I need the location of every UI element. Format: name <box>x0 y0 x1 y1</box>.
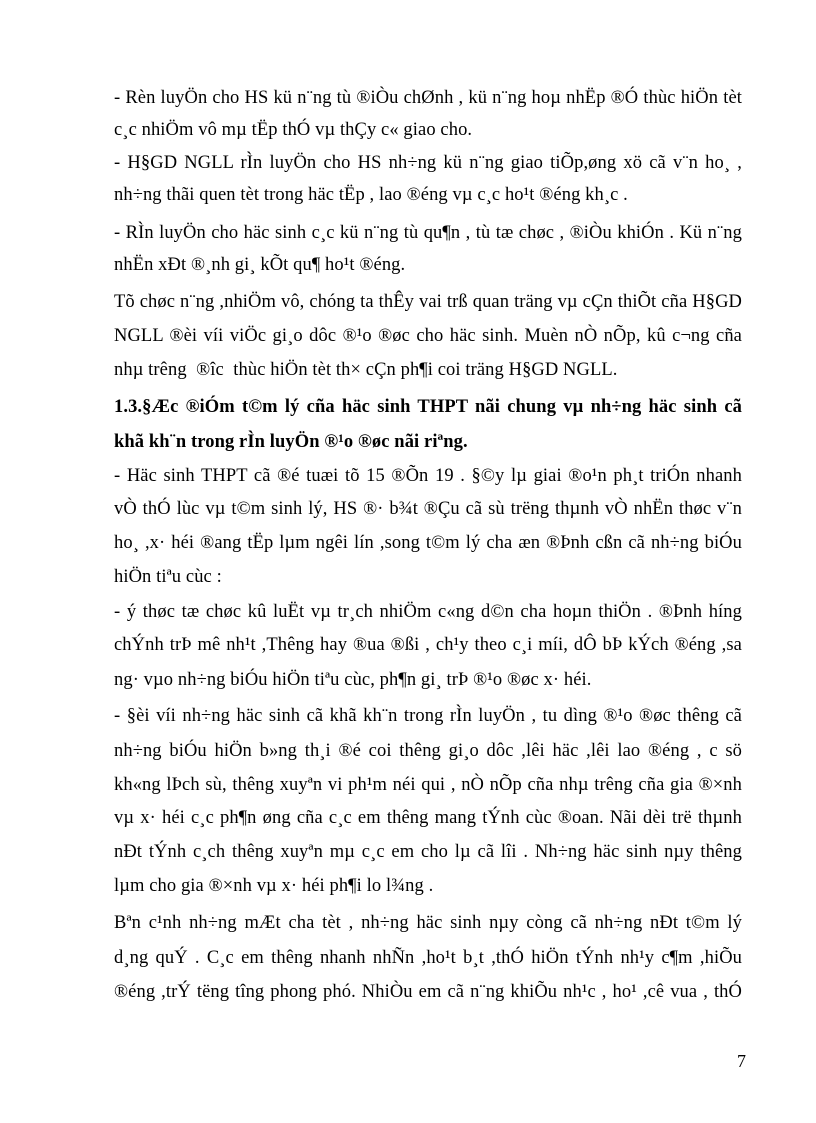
text-line-14: ho¸ ,x· héi ®ang tËp lµm ngêi lín ,song t©m lý cha æn ®Þnh cßn cã nh÷ng biÓu <box>114 533 742 553</box>
text-line-15: hiÖn tiªu cùc : <box>114 567 222 587</box>
text-line-1: - Rèn luyÖn cho HS kü n¨ng tù ®iÒu chØnh , kü n¨ng hoµ nhËp ®Ó thùc hiÖn tèt <box>114 88 742 108</box>
text-line-3: - H§GD NGLL rÌn luyÖn cho HS nh÷ng kü n¨ng giao tiÕp,øng xö cã v¨n ho¸ , <box>114 153 742 173</box>
text-line-20: nh÷ng biÓu hiÖn b»ng th¸i ®é coi thêng gi¸o dôc ,lêi häc ,lêi lao ®éng , c sö <box>114 741 742 761</box>
text-line-4: nh÷ng thãi quen tèt trong häc tËp , lao ®éng vµ c¸c ho¹t ®éng kh¸c . <box>114 185 628 205</box>
text-line-27: ®éng ,trÝ tëng tîng phong phó. NhiÒu em cã n¨ng khiÕu nh¹c , ho¹ ,cê vua , thÓ <box>114 982 742 1002</box>
text-line-22: vµ x· héi c¸c ph¶n øng cña c¸c em thêng mang tÝnh cùc ®oan. Nãi dèi trë thµnh <box>114 808 742 828</box>
text-line-24: lµm cho gia ®×nh vµ x· héi ph¶i lo l¾ng . <box>114 876 434 896</box>
text-line-23: nÐt tÝnh c¸ch thêng xuyªn mµ c¸c em cho lµ cã lîi . Nh÷ng häc sinh nµy thêng <box>114 842 742 862</box>
text-line-21: kh«ng lÞch sù, thêng xuyªn vi ph¹m néi qui , nÒ nÕp cña nhµ trêng cña gia ®×nh <box>114 775 742 795</box>
text-line-25: Bªn c¹nh nh÷ng mÆt cha tèt , nh÷ng häc sinh nµy còng cã nh÷ng nÐt t©m lý <box>114 913 742 933</box>
text-line-17: chÝnh trÞ mê nh¹t ,Thêng hay ®ua ®ßi , ch¹y theo c¸i míi, dÔ bÞ kÝch ®éng ,sa <box>114 635 742 655</box>
text-line-6: nhËn xÐt ®¸nh gi¸ kÕt qu¶ ho¹t ®éng. <box>114 255 406 275</box>
text-line-19: - §èi víi nh÷ng häc sinh cã khã kh¨n trong rÌn luyÖn , tu dìng ®¹o ®øc thêng cã <box>114 706 742 726</box>
text-line-8: NGLL ®èi víi viÖc gi¸o dôc ®¹o ®øc cho häc sinh. Muèn nÒ nÕp, kû c¬ng cña <box>114 326 742 346</box>
text-line-5: - RÌn luyÖn cho häc sinh c¸c kü n¨ng tù qu¶n , tù tæ chøc , ®iÒu khiÓn . Kü n¨ng <box>114 223 742 243</box>
text-line-13: vÒ thÓ lùc vµ t©m sinh lý, HS ®· b¾t ®Çu cã sù trëng thµnh vÒ nhËn thøc v¨n <box>114 499 742 519</box>
text-line-18: ng· vµo nh÷ng biÓu hiÖn tiªu cùc, ph¶n gi¸ trÞ ®¹o ®øc x· héi. <box>114 670 592 690</box>
section-heading-line-1: 1.3.§Æc ®iÓm t©m lý cña häc sinh THPT nãi chung vµ nh÷ng häc sinh cã <box>114 397 742 417</box>
text-line-7: Tõ chøc n¨ng ,nhiÖm vô, chóng ta thÊy vai trß quan träng vµ cÇn thiÕt cña H§GD <box>114 292 742 312</box>
text-line-16: - ý thøc tæ chøc kû luËt vµ tr¸ch nhiÖm c«ng d©n cha hoµn thiÖn . ®Þnh híng <box>114 602 742 622</box>
text-line-2: c¸c nhiÖm vô mµ tËp thÓ vµ thÇy c« giao cho. <box>114 120 473 140</box>
section-heading-line-2: khã kh¨n trong rÌn luyÖn ®¹o ®øc nãi riªng. <box>114 432 468 452</box>
text-line-12: - Häc sinh THPT cã ®é tuæi tõ 15 ®Õn 19 . §©y lµ giai ®o¹n ph¸t triÓn nhanh <box>114 466 742 486</box>
page-number: 7 <box>737 1051 746 1071</box>
text-line-9: nhµ trêng ®îc thùc hiÖn tèt th× cÇn ph¶i coi träng H§GD NGLL. <box>114 360 618 380</box>
text-line-26: d¸ng quÝ . C¸c em thêng nhanh nhÑn ,ho¹t b¸t ,thÓ hiÖn tÝnh nh¹y c¶m ,hiÕu <box>114 948 742 968</box>
